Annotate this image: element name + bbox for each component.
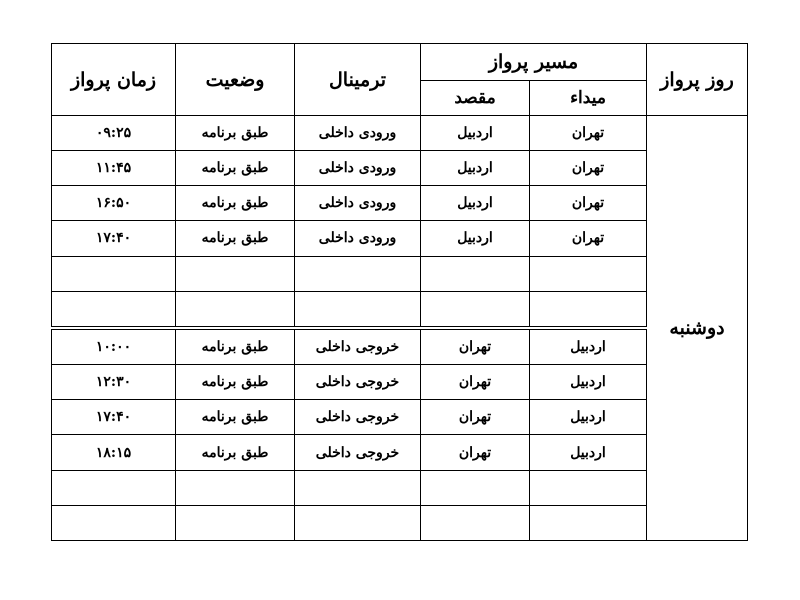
destination-cell: اردبیل [421, 221, 530, 256]
status-cell [176, 291, 295, 328]
terminal-cell: ورودی داخلی [295, 221, 421, 256]
header-terminal: ترمینال [295, 44, 421, 116]
time-cell: ۱۷:۴۰ [52, 221, 176, 256]
table-row [52, 400, 748, 435]
destination-cell [421, 291, 530, 328]
header-origin: میداء [530, 81, 647, 116]
terminal-cell: ورودی داخلی [295, 151, 421, 186]
time-cell: ۱۶:۵۰ [52, 186, 176, 221]
time-cell [52, 470, 176, 505]
time-cell [52, 291, 176, 328]
destination-cell: تهران [421, 400, 530, 435]
table-row [52, 470, 748, 505]
time-cell: ۱۰:۰۰ [52, 328, 176, 365]
terminal-cell [295, 505, 421, 540]
status-cell: طبق برنامه [176, 328, 295, 365]
time-cell: ۱۱:۴۵ [52, 151, 176, 186]
status-cell [176, 505, 295, 540]
origin-cell [530, 291, 647, 328]
time-cell [52, 505, 176, 540]
destination-cell: تهران [421, 365, 530, 400]
table-row [52, 291, 748, 328]
destination-cell: تهران [421, 328, 530, 365]
day-cell: دوشنبه [647, 116, 748, 541]
status-cell [176, 256, 295, 291]
destination-cell [421, 505, 530, 540]
terminal-cell: خروجی داخلی [295, 400, 421, 435]
terminal-cell: خروجی داخلی [295, 365, 421, 400]
status-cell: طبق برنامه [176, 186, 295, 221]
table-row [52, 256, 748, 291]
table-row [52, 328, 748, 365]
destination-cell [421, 470, 530, 505]
header-time: زمان پرواز [52, 44, 176, 116]
destination-cell [421, 256, 530, 291]
origin-cell [530, 470, 647, 505]
table-row [52, 221, 748, 256]
destination-cell: اردبیل [421, 186, 530, 221]
status-cell: طبق برنامه [176, 435, 295, 470]
flight-schedule-table [51, 43, 748, 541]
terminal-cell: ورودی داخلی [295, 116, 421, 151]
origin-cell [530, 256, 647, 291]
header-route: مسیر پرواز [421, 44, 647, 81]
origin-cell: تهران [530, 186, 647, 221]
table-row [52, 151, 748, 186]
terminal-cell: ورودی داخلی [295, 186, 421, 221]
table-row [52, 186, 748, 221]
terminal-cell: خروجی داخلی [295, 328, 421, 365]
destination-cell: تهران [421, 435, 530, 470]
time-cell: ۱۷:۴۰ [52, 400, 176, 435]
destination-cell: اردبیل [421, 116, 530, 151]
time-cell: ۰۹:۲۵ [52, 116, 176, 151]
terminal-cell [295, 291, 421, 328]
origin-cell: اردبیل [530, 328, 647, 365]
table-row [52, 505, 748, 540]
time-cell: ۱۲:۳۰ [52, 365, 176, 400]
time-cell [52, 256, 176, 291]
header-status: وضعیت [176, 44, 295, 116]
status-cell [176, 470, 295, 505]
status-cell: طبق برنامه [176, 221, 295, 256]
destination-cell: اردبیل [421, 151, 530, 186]
terminal-cell [295, 256, 421, 291]
header-destination: مقصد [421, 81, 530, 116]
origin-cell: تهران [530, 151, 647, 186]
status-cell: طبق برنامه [176, 365, 295, 400]
terminal-cell [295, 470, 421, 505]
origin-cell: اردبیل [530, 365, 647, 400]
time-cell: ۱۸:۱۵ [52, 435, 176, 470]
origin-cell: اردبیل [530, 435, 647, 470]
table-row [52, 116, 748, 151]
status-cell: طبق برنامه [176, 400, 295, 435]
header-day: روز پرواز [647, 44, 748, 116]
table-row [52, 435, 748, 470]
table-row [52, 365, 748, 400]
status-cell: طبق برنامه [176, 151, 295, 186]
origin-cell: اردبیل [530, 400, 647, 435]
origin-cell: تهران [530, 221, 647, 256]
origin-cell [530, 505, 647, 540]
origin-cell: تهران [530, 116, 647, 151]
status-cell: طبق برنامه [176, 116, 295, 151]
terminal-cell: خروجی داخلی [295, 435, 421, 470]
